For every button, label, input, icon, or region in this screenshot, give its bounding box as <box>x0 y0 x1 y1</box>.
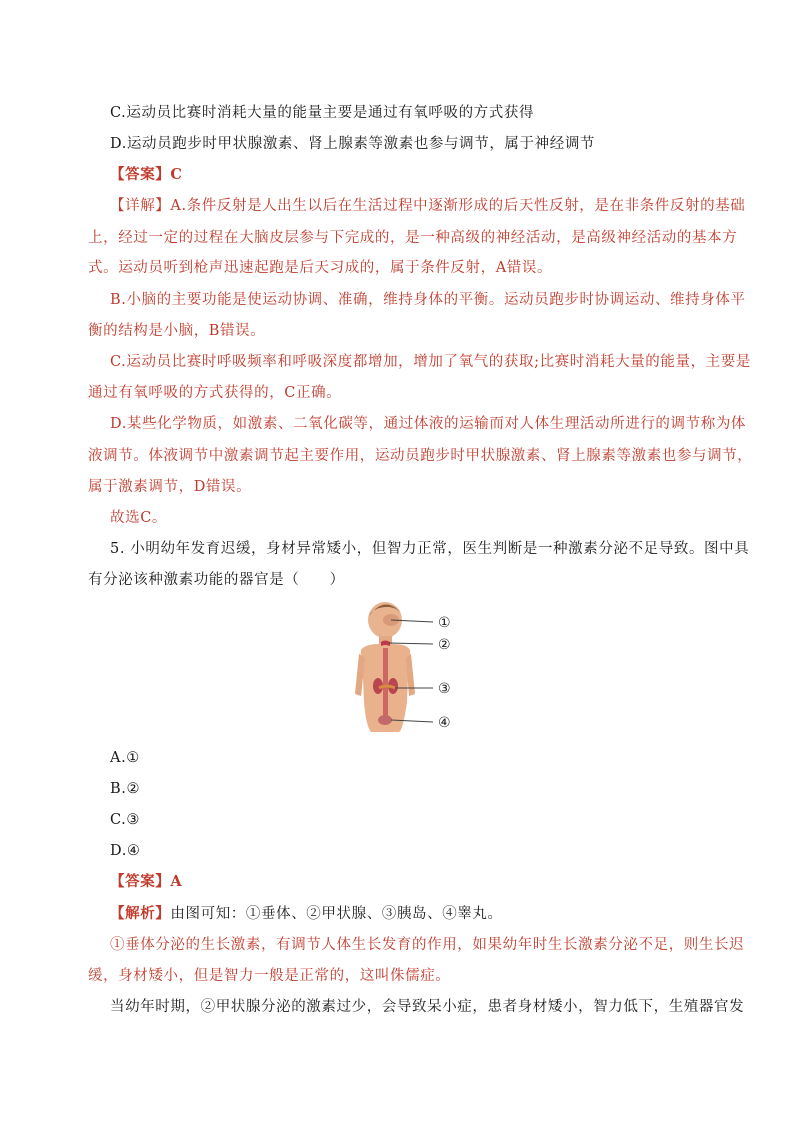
detail-b-line-2: 衡的结构是小脑，B错误。 <box>88 323 266 339</box>
analysis-line <box>110 904 710 924</box>
analysis-detail-2: 缓，身材矮小，但是智力一般是正常的，这叫侏儒症。 <box>88 968 451 984</box>
figure-label-4: ④ <box>438 715 451 731</box>
choice-summary: 故选C。 <box>110 510 167 526</box>
question-5-line-2: 有分泌该种激素功能的器官是（ ） <box>88 572 345 588</box>
leader-line-2 <box>389 643 433 644</box>
analysis-text: 由图可知：①垂体、②甲状腺、③胰岛、④睾丸。 <box>170 906 503 922</box>
figure-label-2: ② <box>438 637 451 653</box>
option-d: D.④ <box>110 843 141 859</box>
body-endocrine-figure <box>355 598 475 738</box>
analysis-detail-3: 当幼年时期，②甲状腺分泌的激素过少，会导致呆小症，患者身材矮小，智力低下，生殖器官发 <box>110 999 745 1015</box>
analysis-tag: 【解析】 <box>110 905 171 922</box>
detail-line-2: 上，经过一定的过程在大脑皮层参与下完成的，是一种高级的神经活动，是高级神经活动的基本方 <box>88 230 738 246</box>
detail-line-1: 【详解】A.条件反射是人出生以后在生活过程中逐渐形成的后天性反射，是在非条件反射的基础 <box>110 198 746 214</box>
option-a: A.① <box>110 750 140 766</box>
option-b: B.② <box>110 781 141 797</box>
detail-d-line-1: D.某些化学物质，如激素、二氧化碳等，通过体液的运输而对人体生理活动所进行的调节称为体 <box>110 416 747 432</box>
figure-label-1: ① <box>438 615 451 631</box>
figure-label-3: ③ <box>438 681 451 697</box>
detail-b-line-1: B.小脑的主要功能是使运动协调、准确，维持身体的平衡。运动员跑步时协调运动、维持身体平 <box>110 292 746 308</box>
answer-line <box>110 165 710 185</box>
answer-2-line <box>110 872 710 892</box>
answer-2-tag: 【答案】A <box>110 873 183 890</box>
detail-d-line-2: 液调节。体液调节中激素调节起主要作用，运动员跑步时甲状腺激素、肾上腺素等激素也参与调节， <box>88 448 753 464</box>
aorta-shape <box>383 648 388 718</box>
option-c: C.③ <box>110 812 140 828</box>
detail-d-line-3: 属于激素调节，D错误。 <box>88 479 252 495</box>
testis-shape <box>378 715 392 725</box>
option-c-text: C.运动员比赛时消耗大量的能量主要是通过有氧呼吸的方式获得 <box>110 105 535 121</box>
option-d-text: D.运动员跑步时甲状腺激素、肾上腺素等激素也参与调节，属于神经调节 <box>110 136 596 152</box>
answer-tag: 【答案】C <box>110 166 183 183</box>
detail-line-3: 式。运动员听到枪声迅速起跑是后天习成的，属于条件反射，A错误。 <box>88 260 553 276</box>
question-5-line-1: 5. 小明幼年发育迟缓，身材异常矮小，但智力正常，医生判断是一种激素分泌不足导致。图中具 <box>110 541 750 557</box>
analysis-detail-1: ①垂体分泌的生长激素，有调节人体生长发育的作用，如果幼年时生长激素分泌不足，则生长迟 <box>110 937 745 953</box>
detail-c-line-1: C.运动员比赛时呼吸频率和呼吸深度都增加，增加了氧气的获取;比赛时消耗大量的能量，主要是 <box>110 354 751 370</box>
detail-c-line-2: 通过有氧呼吸的方式获得的，C正确。 <box>88 385 342 401</box>
